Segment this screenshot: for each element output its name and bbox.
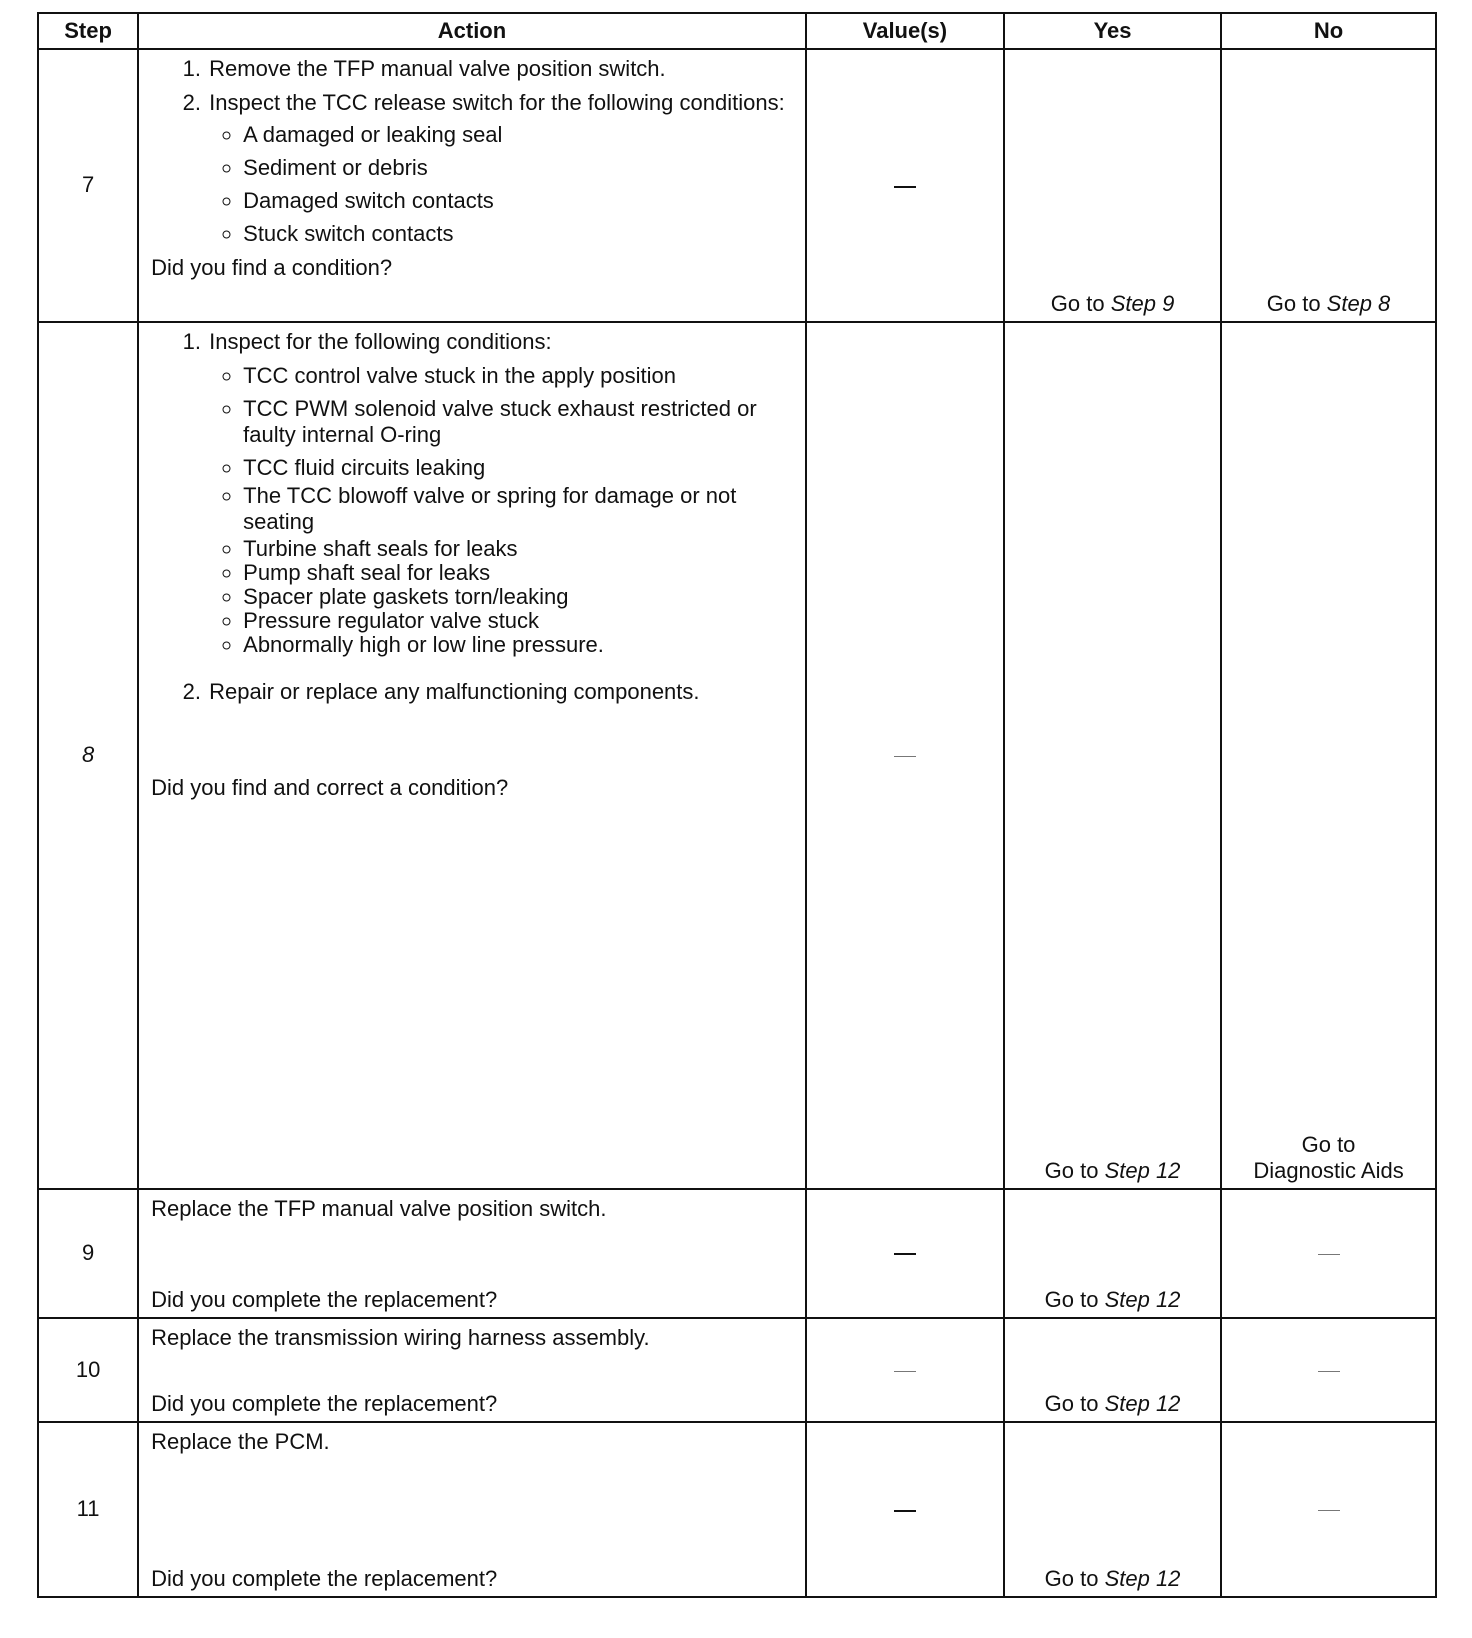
action-step-text: Remove the TFP manual valve position switch. [209, 56, 666, 81]
step-number: 9 [38, 1189, 138, 1318]
dash-icon [1318, 1510, 1340, 1511]
list-item: ◦ Damaged switch contacts [243, 188, 795, 214]
value-cell [806, 1189, 1004, 1318]
action-step-1 [207, 329, 795, 657]
no-diagnostic-aids-link[interactable]: Diagnostic Aids [1253, 1157, 1404, 1183]
yes-cell [1004, 1318, 1221, 1422]
dash-icon [894, 1371, 916, 1372]
yes-step-link[interactable]: Step 12 [1104, 1566, 1181, 1591]
list-item: ◦ The TCC blowoff valve or spring for damage or not seating [243, 483, 795, 535]
header-yes: Yes [1004, 13, 1221, 49]
condition-list [209, 363, 795, 535]
action-step-text: Inspect the TCC release switch for the following conditions: [209, 90, 785, 115]
yes-prefix: Go to [1044, 1566, 1105, 1591]
list-item: ◦ Stuck switch contacts [243, 221, 795, 247]
question: Did you complete the replacement? [151, 1286, 498, 1312]
action-step-2 [207, 679, 795, 705]
yes-cell [1004, 1422, 1221, 1597]
yes-cell [1004, 49, 1221, 322]
yes-step-link[interactable]: Step 12 [1104, 1157, 1181, 1183]
action-cell [138, 49, 806, 322]
header-values: Value(s) [806, 13, 1004, 49]
header-row [38, 13, 1436, 49]
dash-icon [894, 756, 916, 757]
table-row-step-9 [38, 1189, 1436, 1318]
action-content [151, 1196, 795, 1313]
dash-icon [894, 1510, 916, 1512]
step-number: 8 [38, 322, 138, 1189]
diagnostic-table [37, 12, 1437, 1598]
table-row-step-11 [38, 1422, 1436, 1597]
question: Did you complete the replacement? [151, 1566, 498, 1591]
action-step-text: Repair or replace any malfunctioning components. [209, 678, 700, 704]
yes-prefix: Go to [1050, 290, 1111, 316]
list-item: ◦ Abnormally high or low line pressure. [243, 633, 795, 657]
list-item: ◦ TCC control valve stuck in the apply position [243, 363, 795, 389]
value-cell [806, 322, 1004, 1189]
yes-prefix: Go to [1044, 1390, 1105, 1416]
action-cell [138, 1318, 806, 1422]
condition-list [209, 122, 795, 247]
step-number: 11 [38, 1422, 138, 1597]
yes-prefix: Go to [1044, 1157, 1105, 1183]
yes-cell [1004, 1189, 1221, 1318]
no-cell [1221, 1189, 1436, 1318]
condition-list-compact [209, 537, 795, 657]
table-row-step-8 [38, 322, 1436, 1189]
action-cell [138, 1422, 806, 1597]
dash-icon [894, 1253, 916, 1255]
question: Did you find a condition? [151, 255, 393, 280]
no-step-link[interactable]: Step 8 [1326, 290, 1391, 316]
list-item: ◦ A damaged or leaking seal [243, 122, 795, 148]
no-prefix: Go to [1301, 1131, 1356, 1157]
header-no: No [1221, 13, 1436, 49]
action-content [151, 1429, 795, 1592]
action-step-text: Inspect for the following conditions: [209, 328, 552, 354]
table-row-step-7 [38, 49, 1436, 322]
list-item: ◦ Spacer plate gaskets torn/leaking [243, 585, 795, 609]
list-item: ◦ Turbine shaft seals for leaks [243, 537, 795, 561]
list-item: ◦ Pressure regulator valve stuck [243, 609, 795, 633]
action-text: Replace the PCM. [151, 1428, 330, 1454]
action-steps [151, 329, 795, 705]
header-action: Action [138, 13, 806, 49]
dash-icon [1318, 1254, 1340, 1255]
dash-icon [1318, 1371, 1340, 1372]
no-cell [1221, 49, 1436, 322]
action-step-2 [207, 90, 795, 247]
list-item: ◦ TCC fluid circuits leaking [243, 455, 795, 481]
value-cell [806, 1318, 1004, 1422]
yes-step-link[interactable]: Step 12 [1104, 1390, 1181, 1416]
action-cell [138, 1189, 806, 1318]
yes-prefix: Go to [1044, 1286, 1105, 1312]
step-number: 7 [38, 49, 138, 322]
action-step-1 [207, 56, 795, 82]
no-cell [1221, 1422, 1436, 1597]
question: Did you find and correct a condition? [151, 774, 509, 800]
action-text: Replace the transmission wiring harness assembly. [151, 1324, 650, 1350]
action-text: Replace the TFP manual valve position switch. [151, 1195, 607, 1221]
yes-cell [1004, 322, 1221, 1189]
action-steps [151, 56, 795, 247]
yes-step-link[interactable]: Step 9 [1110, 290, 1175, 316]
no-cell [1221, 322, 1436, 1189]
yes-step-link[interactable]: Step 12 [1104, 1286, 1181, 1312]
list-item: ◦ TCC PWM solenoid valve stuck exhaust restricted or faulty internal O-ring [243, 396, 795, 448]
no-cell [1221, 1318, 1436, 1422]
table-row-step-10 [38, 1318, 1436, 1422]
action-cell [138, 322, 806, 1189]
list-item: ◦ Sediment or debris [243, 155, 795, 181]
no-prefix: Go to [1266, 290, 1327, 316]
step-number: 10 [38, 1318, 138, 1422]
value-cell [806, 49, 1004, 322]
list-item: ◦ Pump shaft seal for leaks [243, 561, 795, 585]
header-step: Step [38, 13, 138, 49]
action-content [151, 1325, 795, 1417]
question: Did you complete the replacement? [151, 1390, 498, 1416]
value-cell [806, 1422, 1004, 1597]
dash-icon [894, 186, 916, 188]
